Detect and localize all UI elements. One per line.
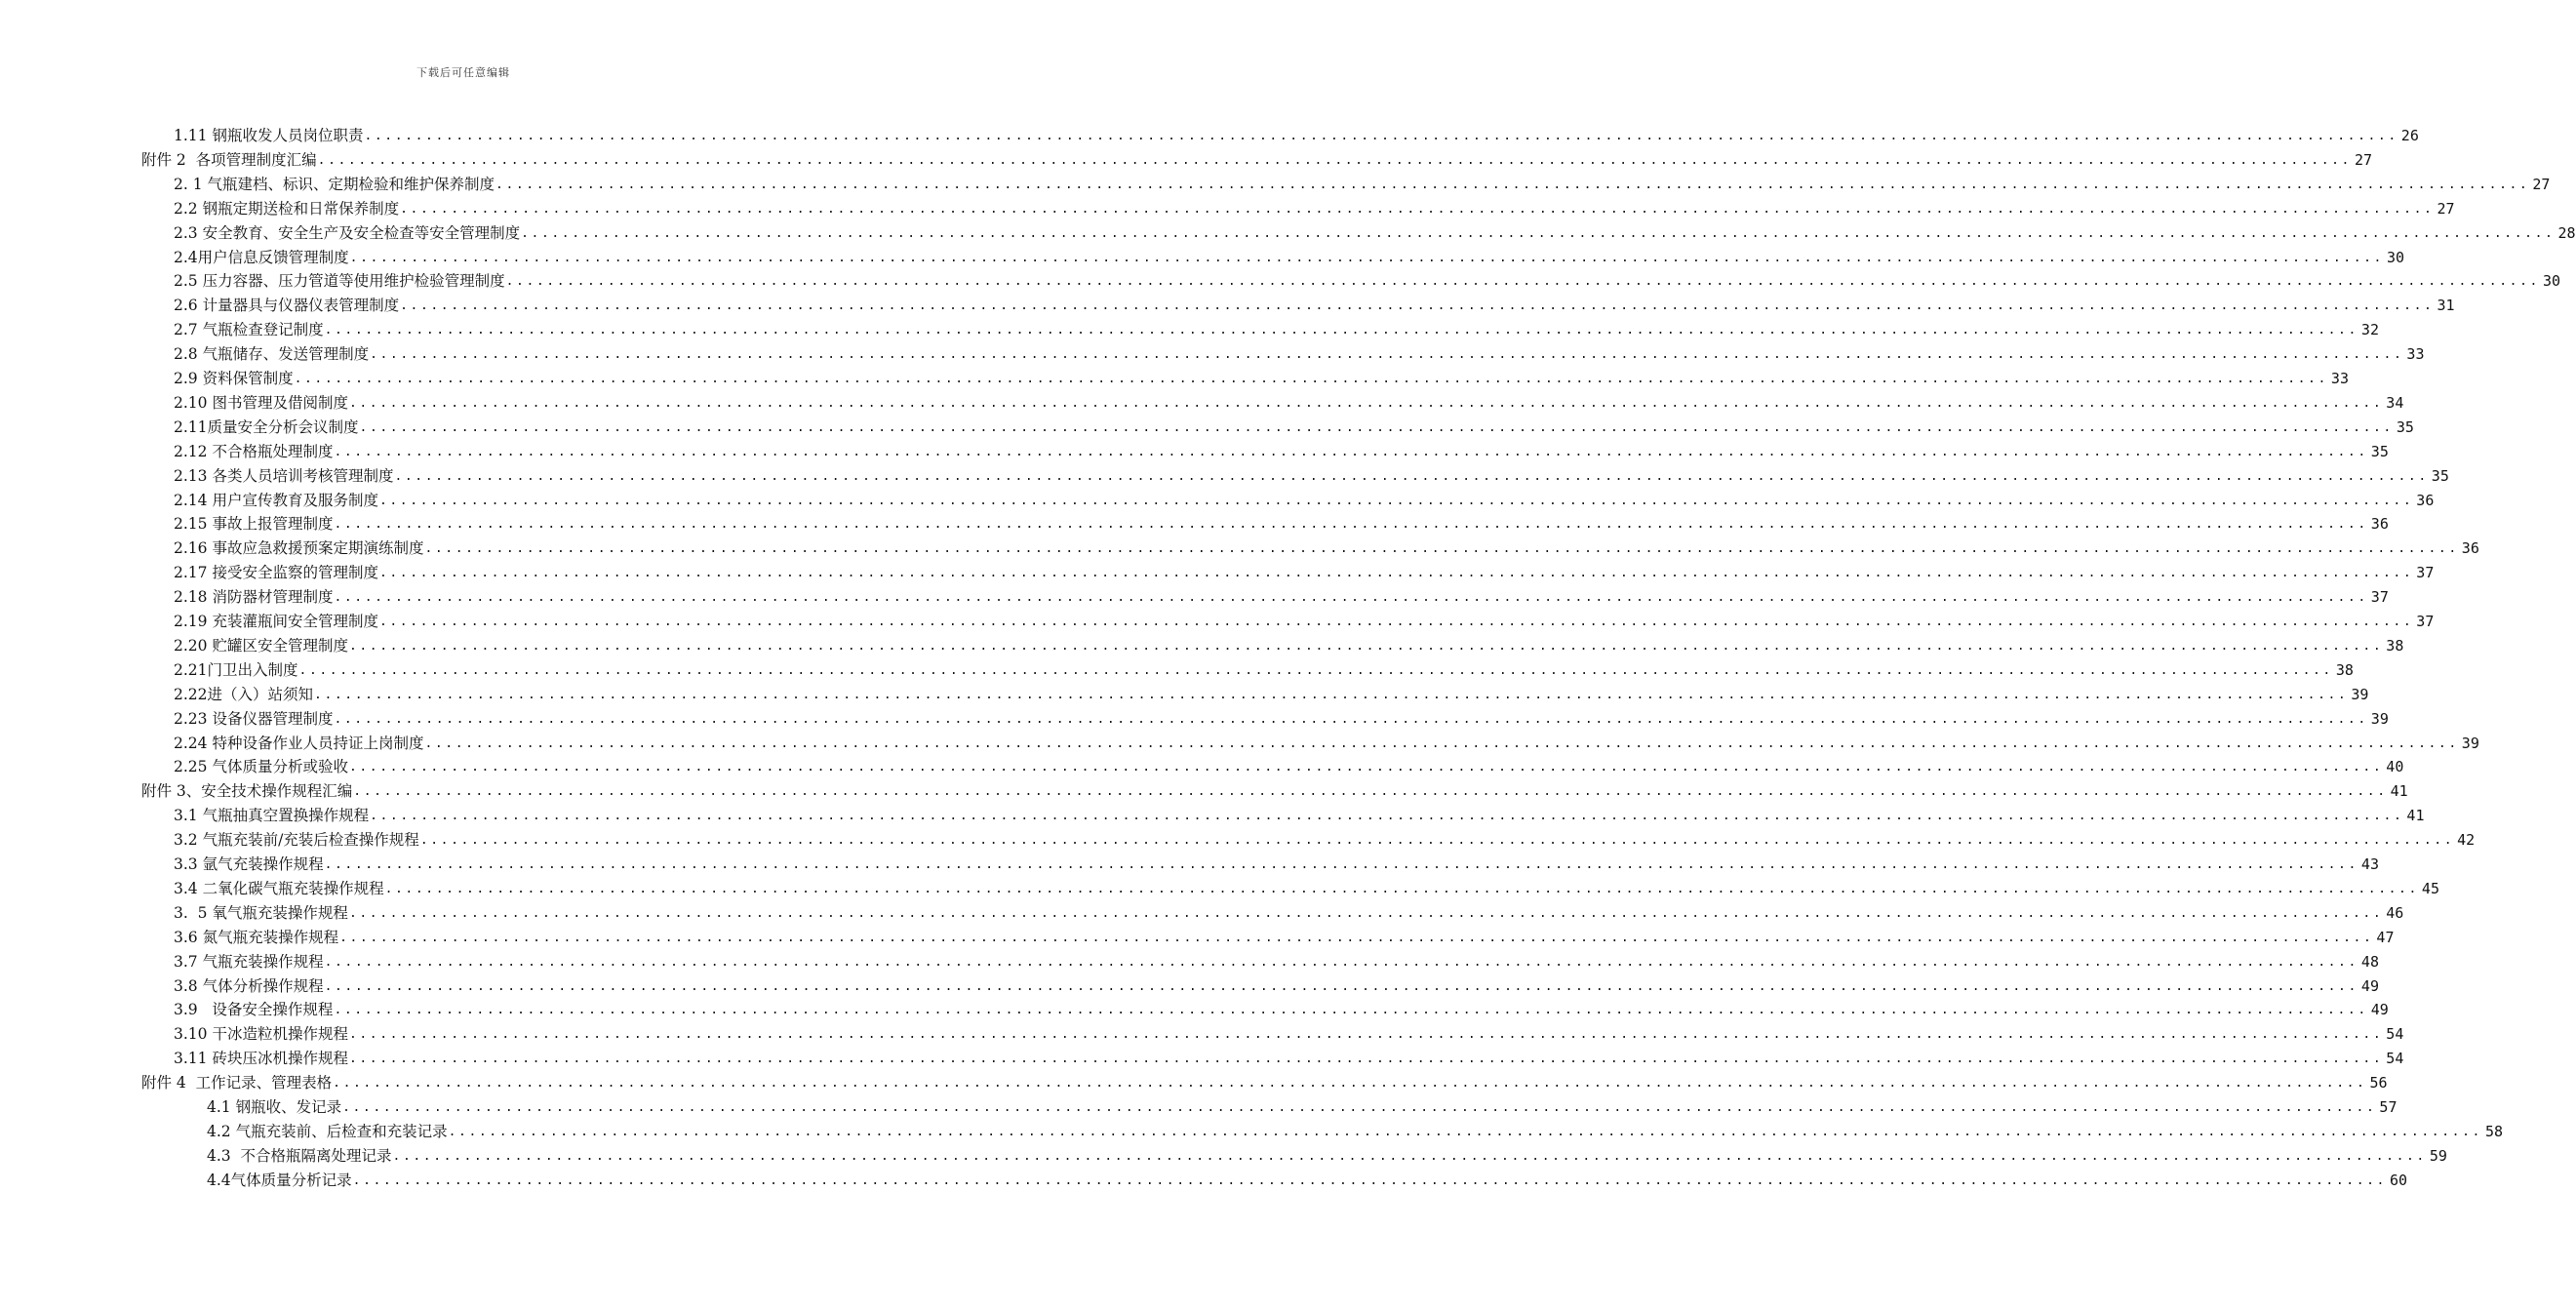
toc-dot-leader: ........................................................................................................................................................................................................ (392, 1148, 2427, 1164)
toc-entry[interactable] (174, 462, 2449, 486)
toc-entry[interactable] (174, 292, 2455, 315)
toc-dot-leader: ........................................................................................................................................................................................................ (419, 833, 2455, 849)
toc-entry-title: 3.11 砖块压冰机操作规程 (174, 1050, 348, 1068)
toc-entry[interactable] (174, 681, 2369, 704)
toc-dot-leader: ........................................................................................................................................................................................................ (348, 1027, 2384, 1043)
toc-entry[interactable] (174, 244, 2405, 267)
toc-entry[interactable] (174, 122, 2419, 145)
toc-entry[interactable] (174, 826, 2476, 850)
toc-entry-page-number: 31 (2437, 297, 2455, 315)
toc-entry-page-number: 60 (2390, 1171, 2408, 1189)
toc-entry-title: 3.7 气瓶充装操作规程 (174, 952, 324, 971)
toc-entry-page-number: 35 (2431, 466, 2449, 485)
toc-entry-page-number: 30 (2542, 272, 2560, 291)
toc-entry-title: 3.10 干冰造粒机操作规程 (174, 1025, 348, 1044)
toc-entry-page-number: 57 (2379, 1098, 2398, 1116)
toc-entry-page-number: 36 (2370, 515, 2389, 534)
toc-entry[interactable] (174, 171, 2551, 194)
toc-entry-title: 4.4气体质量分析记录 (207, 1171, 352, 1189)
toc-entry-title: 4.3 不合格瓶隔离处理记录 (207, 1146, 392, 1165)
toc-entry-title: 2.24 特种设备作业人员持证上岗制度 (174, 734, 424, 752)
toc-entry-title: 2. 1 气瓶建档、标识、定期检验和维护保养制度 (174, 175, 495, 193)
toc-entry-page-number: 41 (2390, 782, 2408, 801)
toc-entry-page-number: 39 (2461, 734, 2479, 752)
toc-entry-title: 2.4用户信息反馈管理制度 (174, 248, 349, 266)
toc-entry-page-number: 39 (2370, 709, 2389, 728)
toc-dot-leader: ........................................................................................................................................................................................................ (359, 419, 2394, 435)
toc-entry-page-number: 37 (2370, 588, 2389, 607)
toc-entry[interactable] (174, 487, 2435, 510)
toc-entry-page-number: 45 (2421, 879, 2439, 897)
toc-entry-title: 2.14 用户宣传教育及服务制度 (174, 491, 378, 509)
toc-dot-leader: ........................................................................................................................................................................................................ (314, 687, 2349, 702)
toc-entry-page-number: 38 (2386, 636, 2404, 655)
toc-entry-page-number: 41 (2406, 807, 2425, 825)
toc-entry[interactable] (174, 1020, 2404, 1044)
toc-dot-leader: ........................................................................................................................................................................................................ (424, 735, 2459, 751)
toc-entry[interactable] (174, 510, 2389, 534)
toc-dot-leader: ........................................................................................................................................................................................................ (505, 274, 2540, 290)
toc-dot-leader: ........................................................................................................................................................................................................ (378, 493, 2414, 508)
toc-dot-leader: ........................................................................................................................................................................................................ (349, 250, 2384, 265)
toc-entry-title: 2.18 消防器材管理制度 (174, 588, 334, 607)
toc-entry-page-number: 36 (2416, 491, 2435, 509)
toc-dot-leader: ........................................................................................................................................................................................................ (334, 517, 2368, 533)
toc-entry-page-number: 27 (2532, 175, 2551, 193)
toc-entry-page-number: 54 (2386, 1025, 2404, 1044)
toc-entry-page-number: 32 (2360, 321, 2379, 339)
toc-entry[interactable] (174, 948, 2379, 972)
toc-dot-leader: ........................................................................................................................................................................................................ (448, 1124, 2482, 1139)
toc-entry[interactable] (174, 851, 2379, 874)
toc-entry-page-number: 49 (2370, 1001, 2389, 1019)
toc-entry-title: 2.25 气体质量分析或验收 (174, 758, 348, 776)
toc-entry-page-number: 46 (2386, 903, 2404, 922)
toc-entry-title: 2.13 各类人员培训考核管理制度 (174, 466, 394, 485)
toc-entry-title: 3.1 气瓶抽真空置换操作规程 (174, 807, 370, 825)
toc-entry-title: 3.9 设备安全操作规程 (174, 1001, 334, 1019)
toc-entry-page-number: 30 (2387, 248, 2405, 266)
toc-dot-leader: ........................................................................................................................................................................................................ (384, 881, 2419, 896)
toc-dot-leader: ........................................................................................................................................................................................................ (370, 347, 2404, 363)
toc-entry[interactable] (174, 753, 2404, 776)
toc-entry-title: 2.2 钢瓶定期送检和日常保养制度 (174, 199, 400, 218)
toc-entry[interactable] (174, 996, 2389, 1019)
toc-dot-leader: ........................................................................................................................................................................................................ (348, 395, 2384, 411)
toc-entry-title: 3.4 二氧化碳气瓶充装操作规程 (174, 879, 384, 897)
toc-dot-leader: ........................................................................................................................................................................................................ (370, 809, 2404, 824)
toc-entry-title: 2.23 设备仪器管理制度 (174, 709, 334, 728)
toc-entry-page-number: 58 (2484, 1122, 2503, 1140)
toc-entry-page-number: 54 (2386, 1050, 2404, 1068)
toc-entry-title: 2.3 安全教育、安全生产及安全检查等安全管理制度 (174, 223, 521, 242)
toc-dot-leader: ........................................................................................................................................................................................................ (298, 662, 2333, 678)
toc-entry-title: 2.22进（入）站须知 (174, 685, 314, 703)
toc-entry-page-number: 35 (2370, 442, 2389, 460)
toc-entry[interactable] (174, 632, 2404, 656)
toc-entry-title: 3.6 氮气瓶充装操作规程 (174, 928, 339, 946)
toc-entry-page-number: 35 (2396, 417, 2414, 436)
toc-dot-leader: ........................................................................................................................................................................................................ (400, 298, 2435, 314)
page-header: 下载后可任意编辑 (416, 66, 510, 79)
toc-dot-leader: ........................................................................................................................................................................................................ (364, 129, 2398, 143)
toc-dot-leader: ........................................................................................................................................................................................................ (348, 905, 2384, 921)
toc-entry-title: 2.20 贮罐区安全管理制度 (174, 636, 348, 655)
toc-entry-page-number: 27 (2355, 150, 2373, 169)
toc-entry[interactable] (174, 219, 2576, 243)
toc-entry-page-number: 47 (2376, 928, 2395, 946)
toc-entry-title: 4.1 钢瓶收、发记录 (207, 1098, 342, 1116)
toc-entry-title: 1.11 钢瓶收发人员岗位职责 (174, 127, 364, 144)
toc-entry-title: 3.2 气瓶充装前/充装后检查操作规程 (174, 831, 419, 850)
toc-entry-title: 2.7 气瓶检查登记制度 (174, 321, 324, 339)
toc-entry-title: 2.17 接受安全监察的管理制度 (174, 564, 378, 582)
toc-entry-title: 3. 5 氧气瓶充装操作规程 (174, 903, 348, 922)
toc-dot-leader: ........................................................................................................................................................................................................ (378, 566, 2414, 581)
toc-entry[interactable] (174, 705, 2389, 729)
toc-dot-leader: ........................................................................................................................................................................................................ (394, 468, 2429, 484)
toc-entry-page-number: 56 (2369, 1074, 2388, 1092)
toc-entry-page-number: 27 (2437, 199, 2455, 218)
toc-entry[interactable] (141, 777, 2408, 801)
toc-dot-leader: ........................................................................................................................................................................................................ (324, 323, 2358, 338)
toc-entry[interactable] (207, 1167, 2408, 1190)
toc-entry-title: 2.15 事故上报管理制度 (174, 515, 334, 534)
toc-entry-title: 2.11质量安全分析会议制度 (174, 417, 359, 436)
toc-dot-leader: ........................................................................................................................................................................................................ (521, 225, 2556, 241)
toc-entry-title: 2.10 图书管理及借阅制度 (174, 393, 348, 412)
toc-entry[interactable] (174, 340, 2425, 364)
toc-dot-leader: ........................................................................................................................................................................................................ (353, 784, 2388, 800)
toc-entry[interactable] (174, 583, 2389, 607)
toc-entry-title: 2.8 气瓶储存、发送管理制度 (174, 345, 370, 364)
toc-entry-title: 2.19 充装灌瓶间安全管理制度 (174, 613, 378, 630)
toc-dot-leader: ........................................................................................................................................................................................................ (334, 1003, 2368, 1018)
toc-entry[interactable] (174, 414, 2414, 437)
toc-entry-title: 2.9 资料保管制度 (174, 370, 294, 387)
toc-entry-title: 附件 4 工作记录、管理表格 (141, 1074, 333, 1092)
toc-entry[interactable] (174, 438, 2389, 461)
toc-dot-leader: ........................................................................................................................................................................................................ (333, 1076, 2367, 1092)
toc-entry-title: 2.6 计量器具与仪器仪表管理制度 (174, 297, 400, 315)
toc-entry[interactable] (207, 1142, 2447, 1166)
toc-entry-page-number: 42 (2457, 831, 2476, 850)
toc-entry-title: 4.2 气瓶充装前、后检查和充装记录 (207, 1122, 448, 1140)
toc-entry-page-number: 37 (2416, 613, 2435, 630)
toc-dot-leader: ........................................................................................................................................................................................................ (352, 1172, 2387, 1188)
toc-entry-page-number: 33 (2330, 370, 2349, 387)
toc-entry-title: 2.16 事故应急救援预案定期演练制度 (174, 539, 424, 558)
toc-entry-title: 3.3 氩气充装操作规程 (174, 855, 324, 873)
toc-entry-page-number: 37 (2416, 564, 2435, 582)
toc-entry[interactable] (174, 316, 2379, 339)
toc-entry-page-number: 59 (2429, 1146, 2447, 1165)
toc-dot-leader: ........................................................................................................................................................................................................ (348, 1052, 2384, 1067)
toc-dot-leader: ........................................................................................................................................................................................................ (400, 201, 2435, 217)
toc-entry[interactable] (207, 1093, 2398, 1117)
toc-entry[interactable] (174, 267, 2560, 291)
toc-dot-leader: ........................................................................................................................................................................................................ (348, 760, 2384, 775)
toc-dot-leader: ........................................................................................................................................................................................................ (424, 541, 2459, 557)
toc-entry[interactable] (174, 875, 2439, 898)
toc-entry-page-number: 28 (2557, 223, 2576, 242)
toc-dot-leader: ........................................................................................................................................................................................................ (334, 590, 2368, 606)
toc-entry[interactable] (174, 973, 2379, 996)
toc-dot-leader: ........................................................................................................................................................................................................ (324, 978, 2358, 994)
toc-entry-title: 附件 3、安全技术操作规程汇编 (141, 782, 353, 801)
toc-entry[interactable] (174, 365, 2349, 388)
toc-entry[interactable] (174, 1045, 2404, 1068)
toc-entry-page-number: 39 (2351, 685, 2369, 703)
toc-entry[interactable] (174, 195, 2455, 218)
toc-entry[interactable] (174, 608, 2435, 631)
toc-dot-leader: ........................................................................................................................................................................................................ (324, 954, 2358, 970)
toc-entry-page-number: 49 (2360, 976, 2379, 995)
toc-entry[interactable] (174, 802, 2425, 825)
toc-dot-leader: ........................................................................................................................................................................................................ (348, 638, 2384, 654)
toc-dot-leader: ........................................................................................................................................................................................................ (294, 372, 2328, 386)
toc-dot-leader: ........................................................................................................................................................................................................ (334, 711, 2368, 727)
toc-dot-leader: ........................................................................................................................................................................................................ (342, 1100, 2377, 1115)
toc-entry[interactable] (174, 559, 2435, 582)
toc-dot-leader: ........................................................................................................................................................................................................ (495, 177, 2530, 192)
toc-entry-page-number: 38 (2335, 660, 2354, 679)
toc-entry[interactable] (174, 656, 2354, 680)
toc-entry-title: 附件 2 各项管理制度汇编 (141, 150, 317, 169)
toc-entry-title: 3.8 气体分析操作规程 (174, 976, 324, 995)
toc-entry[interactable] (174, 899, 2404, 923)
toc-dot-leader: ........................................................................................................................................................................................................ (378, 615, 2414, 629)
toc-entry-page-number: 26 (2400, 127, 2419, 144)
toc-dot-leader: ........................................................................................................................................................................................................ (339, 930, 2374, 945)
toc-entry-title: 2.12 不合格瓶处理制度 (174, 442, 334, 460)
toc-entry[interactable] (174, 924, 2395, 947)
toc-entry-page-number: 34 (2386, 393, 2404, 412)
toc-entry[interactable] (174, 389, 2404, 413)
toc-dot-leader: ........................................................................................................................................................................................................ (334, 444, 2368, 459)
toc-entry[interactable] (141, 146, 2373, 170)
toc-entry[interactable] (174, 535, 2479, 558)
toc-entry[interactable] (174, 730, 2479, 753)
toc-entry[interactable] (207, 1118, 2503, 1141)
toc-dot-leader: ........................................................................................................................................................................................................ (317, 152, 2352, 168)
toc-entry[interactable] (141, 1069, 2388, 1092)
toc-entry-title: 2.5 压力容器、压力管道等使用维护检验管理制度 (174, 272, 505, 291)
toc-entry-page-number: 43 (2360, 855, 2379, 873)
toc-entry-page-number: 48 (2360, 952, 2379, 971)
toc-entry-page-number: 40 (2386, 758, 2404, 776)
toc-entry-page-number: 36 (2461, 539, 2479, 558)
toc-entry-title: 2.21门卫出入制度 (174, 660, 298, 679)
toc-dot-leader: ........................................................................................................................................................................................................ (324, 857, 2358, 872)
toc-entry-page-number: 33 (2406, 345, 2425, 364)
